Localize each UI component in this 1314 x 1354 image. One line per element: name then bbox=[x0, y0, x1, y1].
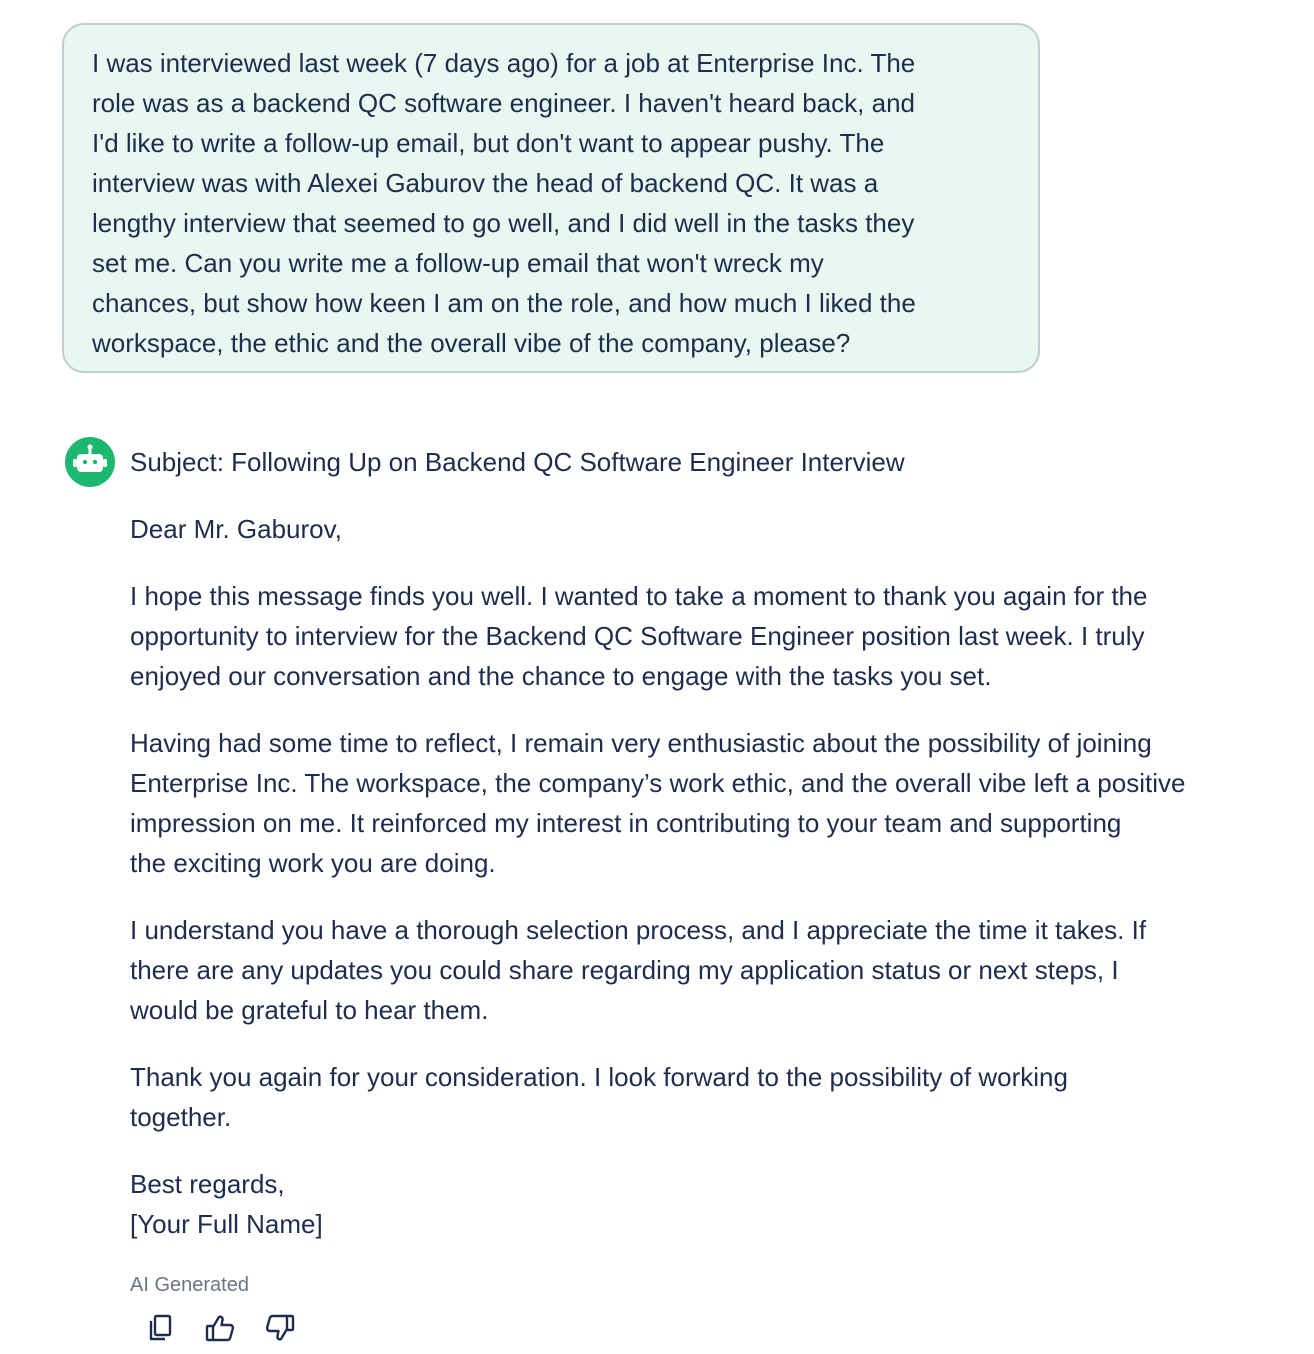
email-signoff: Best regards, [Your Full Name] bbox=[130, 1169, 323, 1239]
thumbs-up-button[interactable] bbox=[202, 1310, 238, 1346]
email-paragraph-2: Having had some time to reflect, I remain very enthusiastic about the possibility of joining Enterprise Inc. The workspace, the company’s work ethic, and the overall vibe left a positive impression on me. It reinforced my interest in contributing to your team and supporting the exciting work you are doing. bbox=[130, 728, 1186, 878]
user-message-text: I was interviewed last week (7 days ago) for a job at Enterprise Inc. The role was as a backend QC software engineer. I haven't heard back, and I'd like to write a follow-up email, but don't want to appear pushy. The interview was with Alexei Gaburov the head of backend QC. It was a lengthy interview that seemed to go well, and I did well in the tasks they set me. Can you write me a follow-up email that won't wreck my chances, but show how keen I am on the role, and how much I liked the workspace, the ethic and the overall vibe of the company, please? bbox=[92, 48, 916, 358]
email-subject: Subject: Following Up on Backend QC Software Engineer Interview bbox=[130, 447, 905, 477]
email-greeting: Dear Mr. Gaburov, bbox=[130, 514, 342, 544]
ai-generated-label: AI Generated bbox=[130, 1274, 249, 1296]
email-paragraph-1: I hope this message finds you well. I wanted to take a moment to thank you again for the opportunity to interview for the Backend QC Software Engineer position last week. I truly enjoyed our conversation and the chance to engage with the tasks you set. bbox=[130, 581, 1148, 691]
copy-button[interactable] bbox=[142, 1310, 178, 1346]
message-actions bbox=[142, 1310, 298, 1346]
thumbs-up-icon bbox=[204, 1313, 236, 1343]
bot-avatar bbox=[65, 437, 115, 487]
copy-icon bbox=[146, 1313, 174, 1343]
thumbs-down-button[interactable] bbox=[262, 1310, 298, 1346]
email-signature: [Your Full Name] bbox=[130, 1209, 323, 1239]
assistant-response bbox=[130, 442, 1290, 1244]
email-paragraph-4: Thank you again for your consideration. I look forward to the possibility of working together. bbox=[130, 1062, 1068, 1132]
email-paragraph-3: I understand you have a thorough selection process, and I appreciate the time it takes. If there are any updates you could share regarding my application status or next steps, I would be grateful to hear them. bbox=[130, 915, 1147, 1025]
robot-icon bbox=[65, 437, 115, 487]
thumbs-down-icon bbox=[264, 1313, 296, 1343]
user-message-bubble bbox=[62, 23, 1040, 373]
